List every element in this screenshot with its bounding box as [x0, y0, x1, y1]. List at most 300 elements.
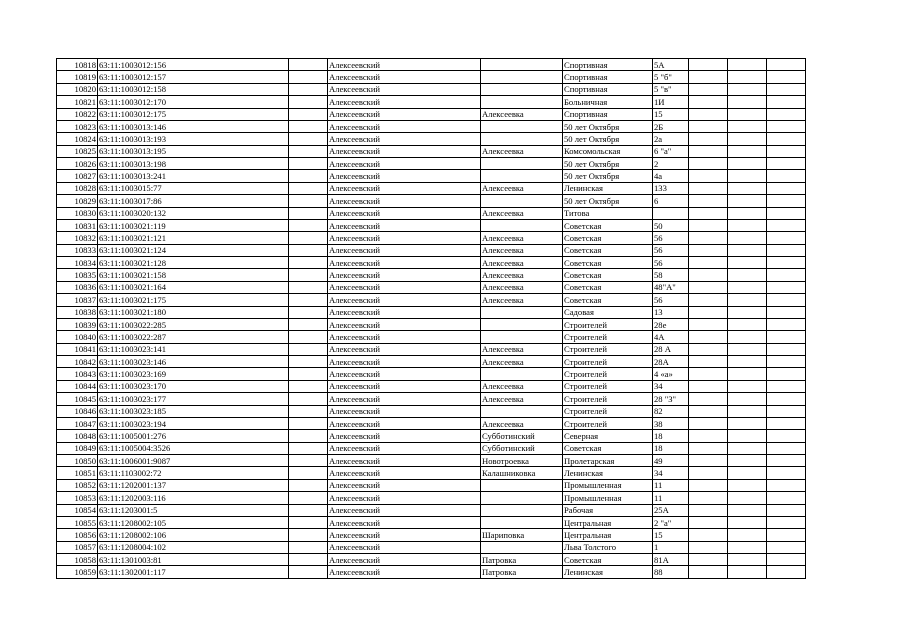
street-cell: 50 лет Октября	[563, 195, 653, 207]
table-row	[57, 504, 806, 516]
row-number-cell: 10843	[57, 368, 98, 380]
settlement-cell	[481, 120, 563, 132]
settlement-cell: Субботинский	[481, 430, 563, 442]
street-cell: Ленинская	[563, 182, 653, 194]
extra-cell-3	[767, 566, 806, 578]
extra-cell-1	[689, 59, 728, 71]
table-row	[57, 479, 806, 491]
extra-cell-2	[728, 356, 767, 368]
cadastral-number-cell: 63:11:1003021:121	[98, 232, 289, 244]
street-cell: Спортивная	[563, 83, 653, 95]
house-number-cell: 28А	[653, 356, 689, 368]
settlement-cell	[481, 195, 563, 207]
house-number-cell: 82	[653, 405, 689, 417]
extra-cell-2	[728, 467, 767, 479]
empty-cell	[289, 318, 328, 330]
extra-cell-1	[689, 516, 728, 528]
settlement-cell	[481, 133, 563, 145]
district-cell: Алексеевский	[328, 281, 481, 293]
table-row	[57, 492, 806, 504]
district-cell: Алексеевский	[328, 108, 481, 120]
street-cell: Строителей	[563, 380, 653, 392]
cadastral-number-cell: 63:11:1003023:177	[98, 393, 289, 405]
extra-cell-3	[767, 479, 806, 491]
cadastral-number-cell: 63:11:1003021:124	[98, 244, 289, 256]
extra-cell-1	[689, 479, 728, 491]
extra-cell-3	[767, 442, 806, 454]
empty-cell	[289, 96, 328, 108]
table-row	[57, 306, 806, 318]
house-number-cell: 11	[653, 479, 689, 491]
row-number-cell: 10842	[57, 356, 98, 368]
house-number-cell: 88	[653, 566, 689, 578]
row-number-cell: 10824	[57, 133, 98, 145]
extra-cell-2	[728, 393, 767, 405]
extra-cell-1	[689, 182, 728, 194]
street-cell: Ленинская	[563, 467, 653, 479]
district-cell: Алексеевский	[328, 96, 481, 108]
empty-cell	[289, 269, 328, 281]
table-row	[57, 71, 806, 83]
district-cell: Алексеевский	[328, 380, 481, 392]
extra-cell-2	[728, 442, 767, 454]
empty-cell	[289, 430, 328, 442]
extra-cell-2	[728, 492, 767, 504]
street-cell: Спортивная	[563, 108, 653, 120]
settlement-cell: Алексеевка	[481, 108, 563, 120]
table-row	[57, 566, 806, 578]
cadastral-number-cell: 63:11:1208002:106	[98, 529, 289, 541]
extra-cell-1	[689, 405, 728, 417]
extra-cell-2	[728, 516, 767, 528]
row-number-cell: 10831	[57, 219, 98, 231]
row-number-cell: 10854	[57, 504, 98, 516]
row-number-cell: 10839	[57, 318, 98, 330]
row-number-cell: 10840	[57, 331, 98, 343]
row-number-cell: 10825	[57, 145, 98, 157]
district-cell: Алексеевский	[328, 479, 481, 491]
street-cell: Рабочая	[563, 504, 653, 516]
row-number-cell: 10820	[57, 83, 98, 95]
settlement-cell: Алексеевка	[481, 380, 563, 392]
district-cell: Алексеевский	[328, 145, 481, 157]
district-cell: Алексеевский	[328, 504, 481, 516]
extra-cell-3	[767, 417, 806, 429]
table-row	[57, 257, 806, 269]
row-number-cell: 10821	[57, 96, 98, 108]
table-row	[57, 195, 806, 207]
extra-cell-2	[728, 133, 767, 145]
table-row	[57, 554, 806, 566]
cadastral-number-cell: 63:11:1203001:5	[98, 504, 289, 516]
extra-cell-2	[728, 541, 767, 553]
extra-cell-3	[767, 516, 806, 528]
district-cell: Алексеевский	[328, 59, 481, 71]
street-cell: Советская	[563, 269, 653, 281]
cadastral-number-cell: 63:11:1003021:128	[98, 257, 289, 269]
district-cell: Алексеевский	[328, 244, 481, 256]
extra-cell-1	[689, 554, 728, 566]
row-number-cell: 10835	[57, 269, 98, 281]
house-number-cell: 4 «а»	[653, 368, 689, 380]
extra-cell-2	[728, 232, 767, 244]
row-number-cell: 10838	[57, 306, 98, 318]
empty-cell	[289, 405, 328, 417]
table-row	[57, 83, 806, 95]
district-cell: Алексеевский	[328, 195, 481, 207]
settlement-cell	[481, 479, 563, 491]
extra-cell-2	[728, 96, 767, 108]
row-number-cell: 10844	[57, 380, 98, 392]
extra-cell-3	[767, 380, 806, 392]
street-cell: Ленинская	[563, 566, 653, 578]
street-cell: Советская	[563, 281, 653, 293]
row-number-cell: 10841	[57, 343, 98, 355]
district-cell: Алексеевский	[328, 306, 481, 318]
extra-cell-3	[767, 455, 806, 467]
table-row	[57, 318, 806, 330]
row-number-cell: 10829	[57, 195, 98, 207]
extra-cell-2	[728, 244, 767, 256]
extra-cell-3	[767, 207, 806, 219]
settlement-cell	[481, 331, 563, 343]
extra-cell-1	[689, 158, 728, 170]
empty-cell	[289, 108, 328, 120]
house-number-cell: 15	[653, 529, 689, 541]
empty-cell	[289, 281, 328, 293]
row-number-cell: 10827	[57, 170, 98, 182]
extra-cell-3	[767, 96, 806, 108]
house-number-cell: 25А	[653, 504, 689, 516]
district-cell: Алексеевский	[328, 133, 481, 145]
row-number-cell: 10850	[57, 455, 98, 467]
table-row	[57, 158, 806, 170]
street-cell: Советская	[563, 294, 653, 306]
row-number-cell: 10823	[57, 120, 98, 132]
property-register-table	[56, 58, 806, 579]
street-cell: Советская	[563, 244, 653, 256]
house-number-cell: 1	[653, 541, 689, 553]
row-number-cell: 10832	[57, 232, 98, 244]
extra-cell-2	[728, 529, 767, 541]
extra-cell-3	[767, 504, 806, 516]
district-cell: Алексеевский	[328, 529, 481, 541]
settlement-cell	[481, 158, 563, 170]
extra-cell-1	[689, 529, 728, 541]
extra-cell-3	[767, 71, 806, 83]
cadastral-number-cell: 63:11:1208002:105	[98, 516, 289, 528]
extra-cell-3	[767, 120, 806, 132]
row-number-cell: 10826	[57, 158, 98, 170]
extra-cell-2	[728, 108, 767, 120]
street-cell: Советская	[563, 442, 653, 454]
cadastral-number-cell: 63:11:1003013:146	[98, 120, 289, 132]
district-cell: Алексеевский	[328, 368, 481, 380]
extra-cell-1	[689, 257, 728, 269]
extra-cell-1	[689, 71, 728, 83]
table-row	[57, 405, 806, 417]
extra-cell-2	[728, 479, 767, 491]
street-cell: Строителей	[563, 393, 653, 405]
street-cell: Строителей	[563, 343, 653, 355]
cadastral-number-cell: 63:11:1003023:169	[98, 368, 289, 380]
extra-cell-2	[728, 343, 767, 355]
extra-cell-3	[767, 195, 806, 207]
extra-cell-3	[767, 281, 806, 293]
settlement-cell: Калашниковка	[481, 467, 563, 479]
row-number-cell: 10853	[57, 492, 98, 504]
extra-cell-3	[767, 529, 806, 541]
cadastral-number-cell: 63:11:1003012:157	[98, 71, 289, 83]
extra-cell-3	[767, 244, 806, 256]
district-cell: Алексеевский	[328, 566, 481, 578]
row-number-cell: 10857	[57, 541, 98, 553]
street-cell: Центральная	[563, 516, 653, 528]
house-number-cell: 49	[653, 455, 689, 467]
extra-cell-1	[689, 269, 728, 281]
extra-cell-1	[689, 232, 728, 244]
cadastral-number-cell: 63:11:1003012:170	[98, 96, 289, 108]
district-cell: Алексеевский	[328, 467, 481, 479]
empty-cell	[289, 492, 328, 504]
settlement-cell: Алексеевка	[481, 207, 563, 219]
extra-cell-3	[767, 257, 806, 269]
extra-cell-2	[728, 207, 767, 219]
settlement-cell	[481, 405, 563, 417]
settlement-cell: Алексеевка	[481, 182, 563, 194]
extra-cell-2	[728, 145, 767, 157]
empty-cell	[289, 541, 328, 553]
empty-cell	[289, 133, 328, 145]
extra-cell-1	[689, 356, 728, 368]
cadastral-number-cell: 63:11:1003023:194	[98, 417, 289, 429]
extra-cell-3	[767, 331, 806, 343]
street-cell: Больничная	[563, 96, 653, 108]
empty-cell	[289, 455, 328, 467]
row-number-cell: 10848	[57, 430, 98, 442]
empty-cell	[289, 170, 328, 182]
district-cell: Алексеевский	[328, 455, 481, 467]
settlement-cell: Алексеевка	[481, 356, 563, 368]
street-cell: Строителей	[563, 405, 653, 417]
house-number-cell: 48"А"	[653, 281, 689, 293]
street-cell: 50 лет Октября	[563, 170, 653, 182]
house-number-cell: 28е	[653, 318, 689, 330]
settlement-cell	[481, 170, 563, 182]
extra-cell-3	[767, 343, 806, 355]
house-number-cell	[653, 207, 689, 219]
extra-cell-1	[689, 541, 728, 553]
extra-cell-2	[728, 182, 767, 194]
extra-cell-1	[689, 219, 728, 231]
house-number-cell: 50	[653, 219, 689, 231]
empty-cell	[289, 343, 328, 355]
extra-cell-1	[689, 244, 728, 256]
extra-cell-2	[728, 504, 767, 516]
extra-cell-1	[689, 442, 728, 454]
settlement-cell: Алексеевка	[481, 294, 563, 306]
street-cell: Садовая	[563, 306, 653, 318]
cadastral-number-cell: 63:11:1003015:77	[98, 182, 289, 194]
table-row	[57, 96, 806, 108]
extra-cell-2	[728, 195, 767, 207]
row-number-cell: 10818	[57, 59, 98, 71]
house-number-cell: 34	[653, 380, 689, 392]
table-row	[57, 145, 806, 157]
district-cell: Алексеевский	[328, 170, 481, 182]
extra-cell-3	[767, 232, 806, 244]
district-cell: Алексеевский	[328, 541, 481, 553]
extra-cell-2	[728, 554, 767, 566]
empty-cell	[289, 182, 328, 194]
house-number-cell: 2 "а"	[653, 516, 689, 528]
settlement-cell	[481, 504, 563, 516]
row-number-cell: 10856	[57, 529, 98, 541]
settlement-cell	[481, 306, 563, 318]
house-number-cell: 2а	[653, 133, 689, 145]
extra-cell-1	[689, 467, 728, 479]
extra-cell-3	[767, 59, 806, 71]
street-cell: 50 лет Октября	[563, 158, 653, 170]
settlement-cell: Алексеевка	[481, 232, 563, 244]
house-number-cell: 133	[653, 182, 689, 194]
table-row	[57, 133, 806, 145]
row-number-cell: 10847	[57, 417, 98, 429]
table-row	[57, 356, 806, 368]
extra-cell-1	[689, 145, 728, 157]
extra-cell-1	[689, 170, 728, 182]
cadastral-number-cell: 63:11:1003020:132	[98, 207, 289, 219]
empty-cell	[289, 479, 328, 491]
street-cell: Строителей	[563, 331, 653, 343]
district-cell: Алексеевский	[328, 294, 481, 306]
extra-cell-1	[689, 417, 728, 429]
row-number-cell: 10837	[57, 294, 98, 306]
settlement-cell: Алексеевка	[481, 343, 563, 355]
extra-cell-1	[689, 108, 728, 120]
table-row	[57, 467, 806, 479]
house-number-cell: 28 А	[653, 343, 689, 355]
table-row	[57, 244, 806, 256]
district-cell: Алексеевский	[328, 331, 481, 343]
house-number-cell: 4А	[653, 331, 689, 343]
row-number-cell: 10822	[57, 108, 98, 120]
cadastral-number-cell: 63:11:1006001:9087	[98, 455, 289, 467]
cadastral-number-cell: 63:11:1003023:170	[98, 380, 289, 392]
row-number-cell: 10833	[57, 244, 98, 256]
extra-cell-3	[767, 133, 806, 145]
extra-cell-3	[767, 430, 806, 442]
district-cell: Алексеевский	[328, 516, 481, 528]
district-cell: Алексеевский	[328, 269, 481, 281]
house-number-cell: 56	[653, 257, 689, 269]
extra-cell-2	[728, 281, 767, 293]
table-row	[57, 417, 806, 429]
cadastral-number-cell: 63:11:1003021:119	[98, 219, 289, 231]
settlement-cell: Патровка	[481, 566, 563, 578]
row-number-cell: 10836	[57, 281, 98, 293]
extra-cell-1	[689, 492, 728, 504]
table-row	[57, 393, 806, 405]
table-row	[57, 219, 806, 231]
street-cell: Северная	[563, 430, 653, 442]
extra-cell-1	[689, 207, 728, 219]
empty-cell	[289, 380, 328, 392]
settlement-cell	[481, 71, 563, 83]
table-row	[57, 170, 806, 182]
extra-cell-2	[728, 318, 767, 330]
cadastral-number-cell: 63:11:1208004:102	[98, 541, 289, 553]
district-cell: Алексеевский	[328, 405, 481, 417]
table-row	[57, 343, 806, 355]
extra-cell-3	[767, 219, 806, 231]
empty-cell	[289, 529, 328, 541]
district-cell: Алексеевский	[328, 71, 481, 83]
extra-cell-2	[728, 368, 767, 380]
empty-cell	[289, 207, 328, 219]
extra-cell-1	[689, 343, 728, 355]
extra-cell-1	[689, 281, 728, 293]
empty-cell	[289, 356, 328, 368]
extra-cell-1	[689, 133, 728, 145]
extra-cell-3	[767, 182, 806, 194]
extra-cell-2	[728, 306, 767, 318]
house-number-cell: 5А	[653, 59, 689, 71]
empty-cell	[289, 195, 328, 207]
extra-cell-2	[728, 269, 767, 281]
district-cell: Алексеевский	[328, 554, 481, 566]
extra-cell-3	[767, 170, 806, 182]
extra-cell-3	[767, 269, 806, 281]
row-number-cell: 10830	[57, 207, 98, 219]
table-row	[57, 331, 806, 343]
extra-cell-3	[767, 318, 806, 330]
extra-cell-1	[689, 195, 728, 207]
house-number-cell: 28 "З"	[653, 393, 689, 405]
empty-cell	[289, 257, 328, 269]
empty-cell	[289, 71, 328, 83]
settlement-cell	[481, 83, 563, 95]
cadastral-number-cell: 63:11:1003023:185	[98, 405, 289, 417]
house-number-cell: 2Б	[653, 120, 689, 132]
extra-cell-2	[728, 257, 767, 269]
row-number-cell: 10834	[57, 257, 98, 269]
empty-cell	[289, 368, 328, 380]
house-number-cell: 56	[653, 244, 689, 256]
extra-cell-2	[728, 380, 767, 392]
extra-cell-1	[689, 430, 728, 442]
extra-cell-3	[767, 541, 806, 553]
settlement-cell: Алексеевка	[481, 257, 563, 269]
extra-cell-3	[767, 393, 806, 405]
empty-cell	[289, 566, 328, 578]
house-number-cell: 56	[653, 294, 689, 306]
district-cell: Алексеевский	[328, 232, 481, 244]
extra-cell-2	[728, 566, 767, 578]
empty-cell	[289, 554, 328, 566]
table-row	[57, 120, 806, 132]
extra-cell-2	[728, 158, 767, 170]
street-cell: Советская	[563, 219, 653, 231]
cadastral-number-cell: 63:11:1202001:137	[98, 479, 289, 491]
cadastral-number-cell: 63:11:1003013:198	[98, 158, 289, 170]
row-number-cell: 10859	[57, 566, 98, 578]
extra-cell-1	[689, 504, 728, 516]
table-row	[57, 207, 806, 219]
extra-cell-3	[767, 368, 806, 380]
cadastral-number-cell: 63:11:1003021:164	[98, 281, 289, 293]
street-cell: Комсомольская	[563, 145, 653, 157]
